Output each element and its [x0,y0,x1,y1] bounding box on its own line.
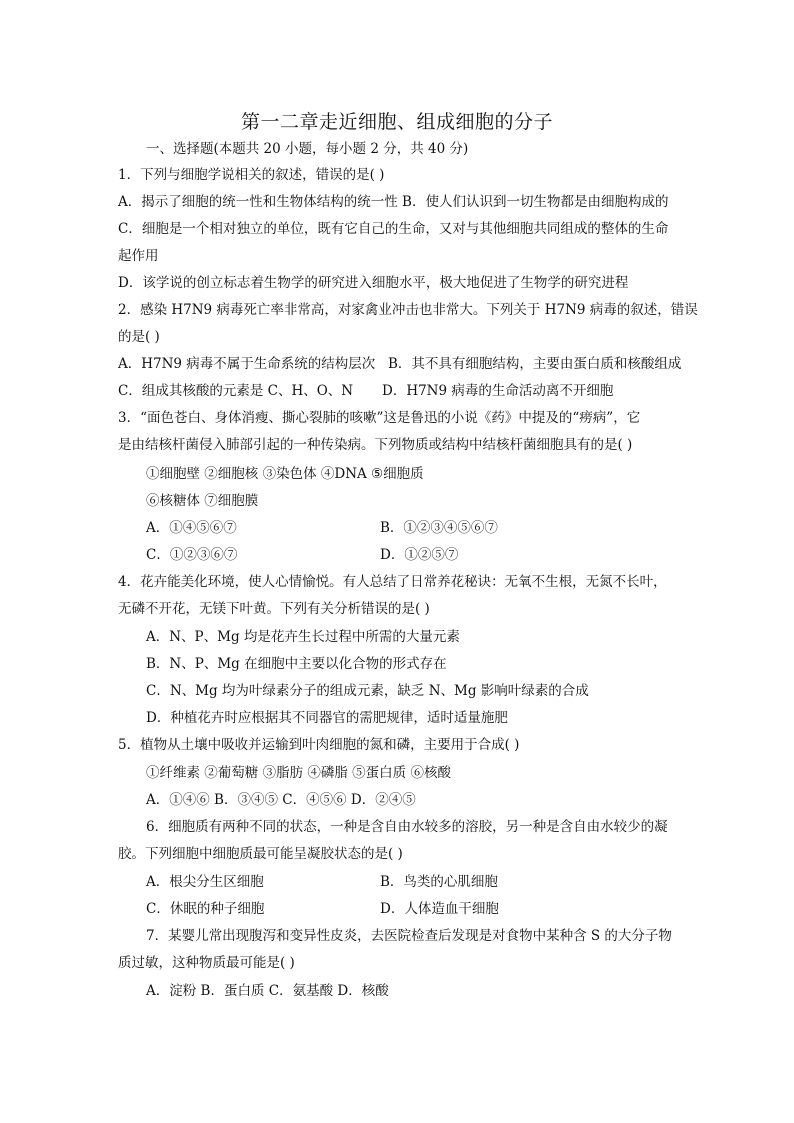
q5-items: ①纤维素 ②葡萄糖 ③脂肪 ④磷脂 ⑤蛋白质 ⑥核酸 [146,765,451,781]
q6-stem: 6．细胞质有两种不同的状态，一种是含自由水较多的溶胶，另一种是含自由水较少的凝 [146,819,668,835]
q4-stem: 4．花卉能美化环境，使人心情愉悦。有人总结了日常养花秘诀：无氧不生根，无氮不长叶， [118,574,667,590]
q1-stem: 1．下列与细胞学说相关的叙述，错误的是( ) [118,167,385,183]
q2-option-b: B．其不具有细胞结构，主要由蛋白质和核酸组成 [388,356,682,372]
q4-option-a: A．N、P、Mg 均是花卉生长过程中所需的大量元素 [146,629,460,645]
q6-option-d: D．人体造血干细胞 [380,901,499,917]
q7-stem-cont: 质过敏，这种物质最可能是( ) [118,955,295,971]
q4-stem-cont: 无磷不开花，无镁下叶黄。下列有关分析错误的是( ) [118,601,430,617]
q3-stem: 3．“面色苍白、身体消瘦、撕心裂肺的咳嗽”这是鲁迅的小说《药》中提及的“痨病”，它 [118,410,641,426]
q1-option-d: D．该学说的创立标志着生物学的研究进入细胞水平，极大地促进了生物学的研究进程 [118,275,629,291]
q3-option-b: B．①②③④⑤⑥⑦ [380,520,498,536]
q6-stem-cont: 胶。下列细胞中细胞质最可能呈凝胶状态的是( ) [118,846,403,862]
q1-option-c-cont: 起作用 [118,248,159,264]
q4-option-c: C．N、Mg 均为叶绿素分子的组成元素，缺乏 N、Mg 影响叶绿素的合成 [146,683,589,699]
q3-stem-cont: 是由结核杆菌侵入肺部引起的一种传染病。下列物质或结构中结核杆菌细胞具有的是( ) [118,437,633,453]
q3-items: ①细胞壁 ②细胞核 ③染色体 ④DNA ⑤细胞质 [146,466,424,482]
q6-option-c: C．休眠的种子细胞 [146,901,265,917]
q3-option-a: A．①④⑤⑥⑦ [146,520,237,536]
q7-stem: 7．某婴儿常出现腹泻和变异性皮炎，去医院检查后发现是对食物中某种含 S 的大分子物 [146,928,672,944]
q3-option-c: C．①②③⑥⑦ [146,547,238,563]
page-title: 第一二章走近细胞、组成细胞的分子 [240,111,553,133]
q1-option-ab: A．揭示了细胞的统一性和生物体结构的统一性 B．使人们认识到一切生物都是由细胞构成的 [118,194,669,210]
q7-options: A．淀粉 B．蛋白质 C．氨基酸 D．核酸 [146,983,389,999]
q4-option-d: D．种植花卉时应根据其不同器官的需肥规律，适时适量施肥 [146,710,508,726]
q2-stem-cont: 的是( ) [118,329,160,345]
section-heading: 一、选择题(本题共 20 小题，每小题 2 分，共 40 分) [146,141,469,157]
q2-stem: 2．感染 H7N9 病毒死亡率非常高，对家禽业冲击也非常大。下列关于 H7N9 病毒的叙述，错误 [118,302,698,318]
q3-option-d: D．①②⑤⑦ [380,547,459,563]
q6-option-b: B．鸟类的心肌细胞 [380,874,498,890]
q4-option-b: B．N、P、Mg 在细胞中主要以化合物的形式存在 [146,656,447,672]
q2-option-d: D．H7N9 病毒的生命活动离不开细胞 [382,383,614,399]
q5-stem: 5．植物从土壤中吸收并运输到叶肉细胞的氮和磷，主要用于合成( ) [118,737,520,753]
q6-option-a: A．根尖分生区细胞 [146,874,264,890]
q2-option-a: A．H7N9 病毒不属于生命系统的结构层次 [118,356,376,372]
q1-option-c: C．细胞是一个相对独立的单位，既有它自己的生命，又对与其他细胞共同组成的整体的生命 [118,221,669,237]
q3-items-cont: ⑥核糖体 ⑦细胞膜 [146,493,259,509]
q5-options: A．①④⑥ B．③④⑤ C．④⑤⑥ D．②④⑤ [146,792,416,808]
q2-option-c: C．组成其核酸的元素是 C、H、O、N [118,383,354,399]
